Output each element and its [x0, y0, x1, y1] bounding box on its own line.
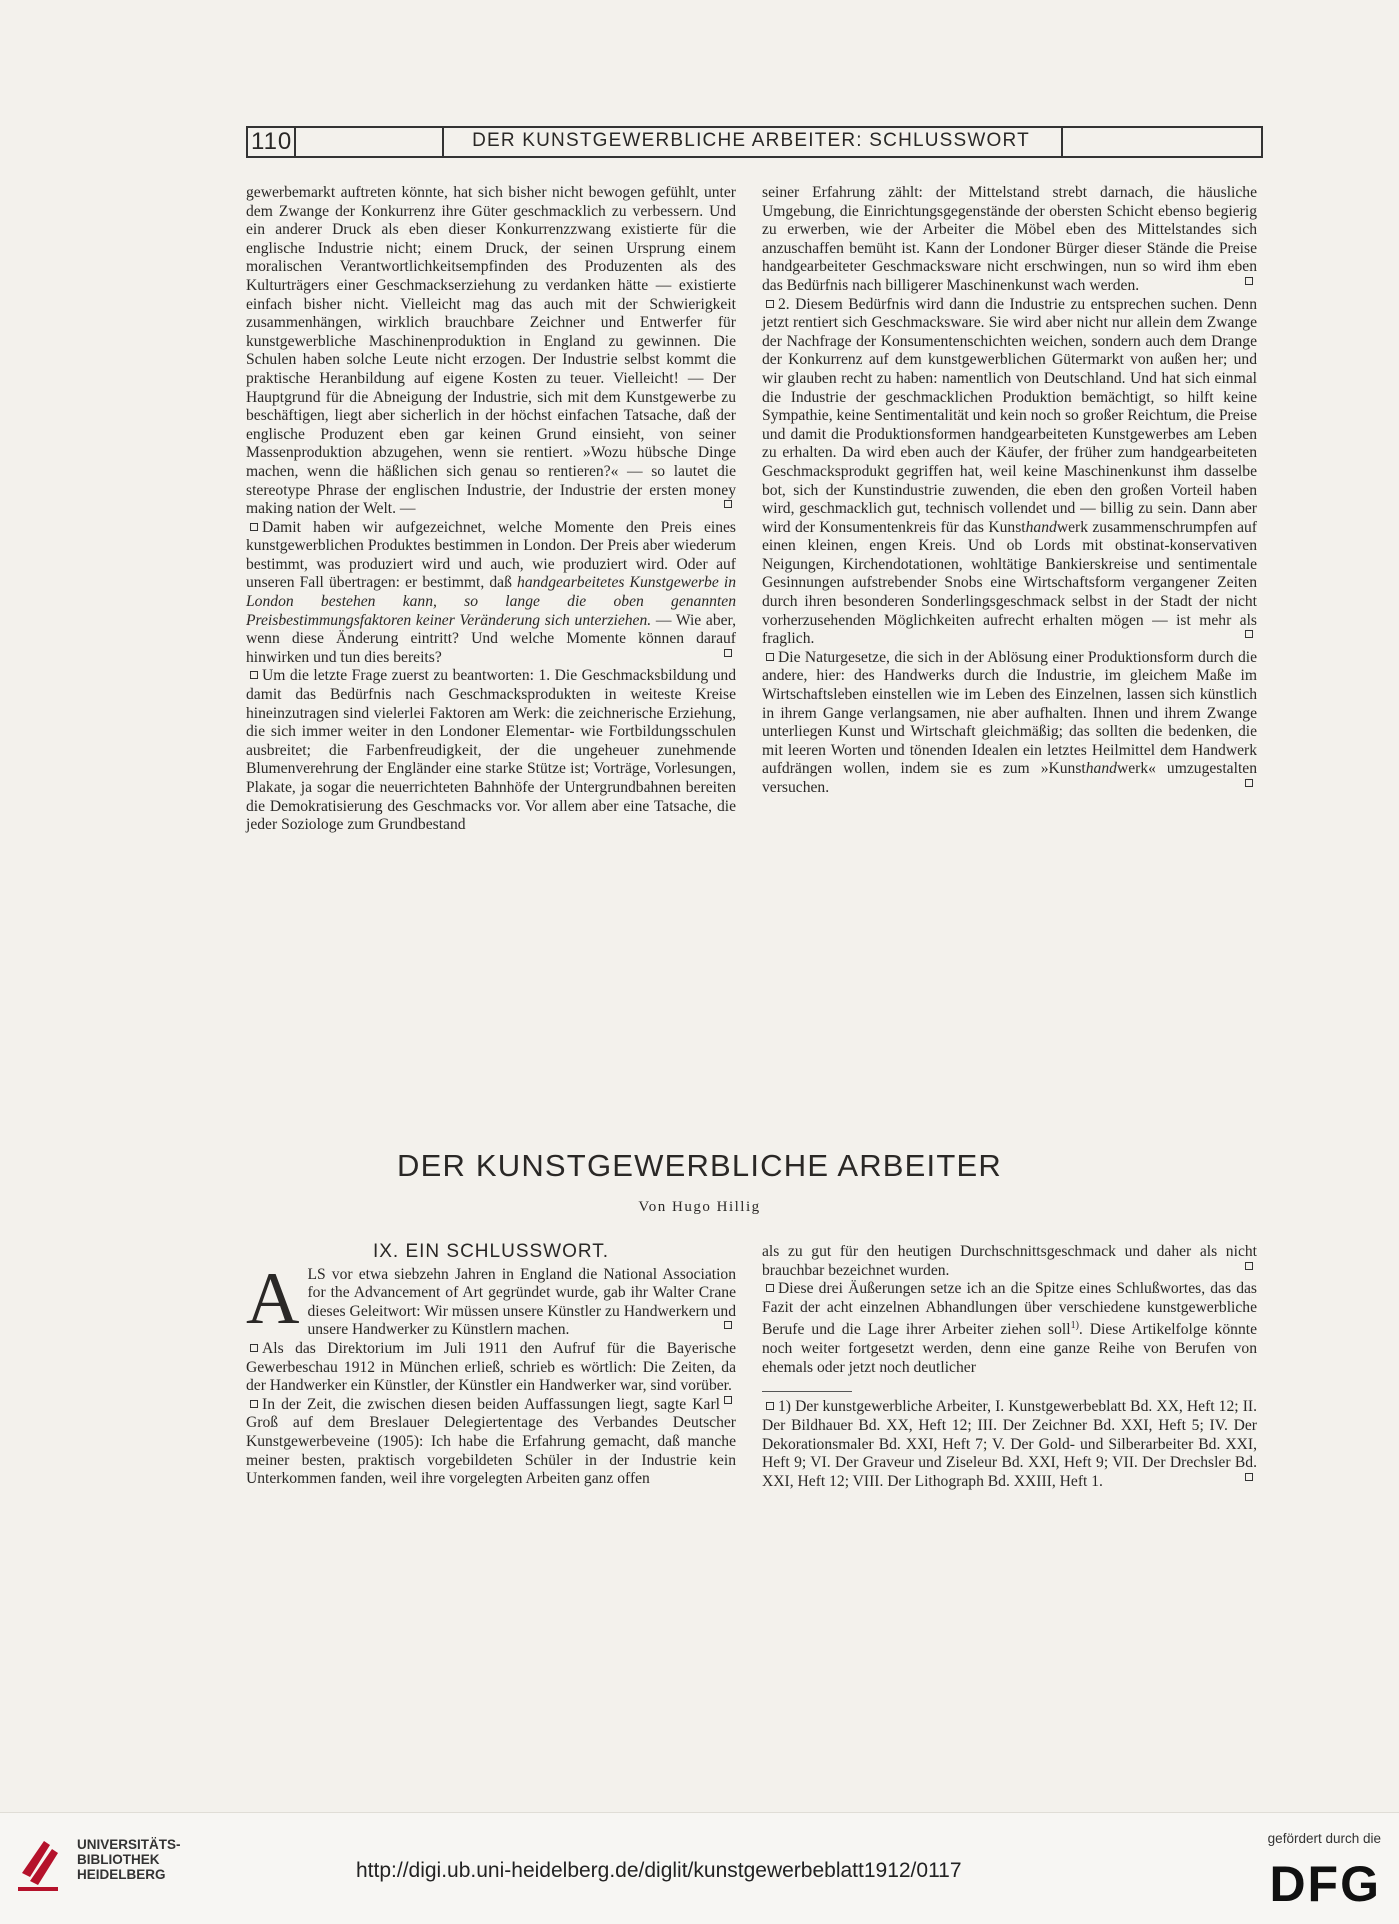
paragraph: als zu gut für den heutigen Durchschnittsgeschmack und daher als nicht brauchbar bezeichnet wurden. — [762, 1243, 1257, 1279]
header-rule-top — [246, 126, 1263, 128]
paragraph-end-mark — [724, 649, 732, 657]
paragraph-mark — [250, 1344, 258, 1352]
paragraph-end-mark — [1245, 1473, 1253, 1481]
paragraph: Damit haben wir aufgezeichnet, welche Momente den Preis eines kunstgewerblichen Produktes bestimmen in London. Der Preis aber wiederum bestimmt, was produziert wird und auch, wie produziert wird. Oder auf unseren Fall übertragen: er bestimmt, daß handgearbeitetes Kunstgewerbe in London bestehen kann, so lange die oben genannten Preisbestimmungsfaktoren keiner Veränderung sich unterziehen. — Wie aber, wenn diese Änderung eintritt? Und welche Momente können darauf hinwirken und tun dies bereits? — [246, 518, 737, 666]
running-header — [246, 126, 1263, 158]
paragraph-mark — [250, 671, 258, 679]
header-divider — [246, 126, 248, 158]
paragraph: seiner Erfahrung zählt: der Mittelstand strebt darnach, die häusliche Umgebung, die Einrichtungsgegenstände der obersten Schicht ebenso begierig zu erwerben, wie der Arbeiter die Möbel eben des Mittelstandes sich anzuschaffen bemüht ist. Kann der Londoner Bürger dieser Stände die Preise handgearbeiteter Geschmacksware nicht erschwingen, nun so wird ihm eben das Bedürfnis nach billigerer Maschinenkunst wach werden. — [762, 184, 1257, 294]
dfg-logo: DFG — [1269, 1856, 1381, 1912]
article-byline: Von Hugo Hillig — [638, 1199, 761, 1215]
header-rule-bottom — [246, 156, 1263, 158]
paragraph-end-mark — [1245, 779, 1253, 787]
paragraph-end-mark — [724, 1321, 732, 1329]
footnote-rule — [762, 1391, 852, 1392]
footnote-ref: 1) — [1070, 1320, 1079, 1332]
emphasis: handgearbeitetes Kunstgewerbe in London bestehen kann, so lange die oben genannten Preisbestimmungsfaktoren keiner Veränderung sich unterziehen. — [246, 574, 737, 629]
paragraph: ALS vor etwa siebzehn Jahren in England die National Association for the Advancement of Art gegründet wurde, gab ihr Walter Crane dieses Geleitwort: Wir müssen unsere Künstler zu Handwerkern und unsere Handwerker zu Künstlern machen. — [246, 1257, 736, 1340]
header-divider — [294, 126, 296, 158]
paragraph: Um die letzte Frage zuerst zu beantworten: 1. Die Geschmacksbildung und damit das Bedürfnis nach Geschmacksprodukten in weiteste Kreise hineinzutragen sind vielerlei Faktoren am Werk: die zeichnerische Erziehung, die sich immer weiter in den Londoner Elementar- wie Fortbildungsschulen ausbreitet; die Farbenfreudigkeit, der die ungeheuer zunehmende Blumenverehrung der Engländer eine starke Stütze ist; Vorträge, Vorlesungen, Plakate, ja sogar die neuerrichteten Bahnhöfe der Untergrundbahnen bereiten die Demokratisierung des Geschmacks vor. Vor allem aber eine Tatsache, die jeder Soziologe zum Grundbestand — [246, 667, 736, 834]
header-divider — [442, 126, 444, 158]
paragraph-mark — [766, 1284, 774, 1292]
article-title: DER KUNSTGEWERBLICHE ARBEITER — [397, 1148, 1002, 1183]
paragraph: 2. Diesem Bedürfnis wird dann die Industrie zu entsprechen suchen. Denn jetzt rentiert sich Geschmacksware. Sie wird aber nicht nur allein dem Zwange der Nachfrage der Konsumentenschichten weichen, sondern auch dem Drange der Konkurrenz auf dem kunstgewerblichen Gütermarkt von außen her; und wir glauben recht zu haben: namentlich von Deutschland. Und hat sich einmal die Industrie der geschmacklichen Produktion bemächtigt, so hilft keine Sympathie, keine Sentimentalität und kein noch so großer Reichtum, die Preise und damit die Produktionsformen handgearbeiteten Kunstgewerbes am Leben zu erhalten. Da wird eben auch der Käufer, der früher zum handgearbeiteten Geschmacksprodukt gegriffen hat, weil keine Maschinenkunst ihm dasselbe bot, sich der Kunstindustrie zuwenden, die eben den großen Vorteil haben wird, geschmacklich gut, technisch vollendet und — billig zu sein. Dann aber wird der Konsumentenkreis für das Kunsthandwerk zusammenschrumpfen auf einen kleinen, engen Kreis. Und ob Lords mit obstinat-konservativen Neigungen, Kirchendotationen, wohltätige Bankierskreise und sentimentale Gesinnungen aufstrebender Snobs eine Wirtschaftsform vergangener Zeiten durch ihren besonderen Sonderlingsgeschmack selbst in der Stadt der nicht vorherzusehenden Möglichkeiten aufrecht erhalten mögen — ist mehr als fraglich. — [762, 295, 1257, 648]
column-top-left — [246, 184, 736, 835]
column-top-right — [762, 184, 1257, 798]
footnote: 1) Der kunstgewerbliche Arbeiter, I. Kunstgewerbeblatt Bd. XX, Heft 12; II. Der Bildhauer Bd. XX, Heft 12; III. Der Zeichner Bd. XXI, Heft 5; IV. Der Dekorationsmaler Bd. XXI, Heft 7; V. Der Gold- und Silberarbeiter Bd. XXI, Heft 9; VI. Der Graveur und Ziseleur Bd. XXI, Heft 9; VII. Der Drechsler Bd. XXI, Heft 12; VIII. Der Lithograph Bd. XXIII, Heft 1. — [762, 1398, 1257, 1490]
header-divider — [1261, 126, 1263, 158]
paragraph-mark — [250, 1400, 258, 1408]
header-divider — [1061, 126, 1063, 158]
paragraph: Die Naturgesetze, die sich in der Ablösung einer Produktionsform durch die andere, hier: des Handwerks durch die Industrie, im gleichem Maße im Wirtschaftsleben einstellen wie im Leben des Einzelnen, lassen sich künstlich in ihrem Gange verlangsamen, nie aber aufhalten. Ihnen und ihrem Zwange unterliegen Kunst und Wirtschaft gleichmäßig; das sollten die bedenken, die mit leeren Worten und tönenden Idealen ein letztes Heilmittel dem Handwerk aufdrängen wollen, indem sie es zum »Kunsthandwerk« umzugestalten versuchen. — [762, 648, 1257, 796]
paragraph: In der Zeit, die zwischen diesen beiden Auffassungen liegt, sagte Karl Groß auf dem Breslauer Delegiertentage des Verbandes Deutscher Kunstgewerbeveine (1905): Ich habe die Erfahrung gemacht, daß manche meiner besten, praktisch vorgebildeten Schüler in der Industrie kein Unterkommen fanden, weil ihre vorgelegten Arbeiten ganz offen — [246, 1395, 736, 1488]
paragraph-end-mark — [1245, 1262, 1253, 1270]
column-bottom-right — [762, 1243, 1257, 1491]
running-title: DER KUNSTGEWERBLICHE ARBEITER: SCHLUSSWORT — [472, 130, 1030, 151]
paragraph-end-mark — [1245, 630, 1253, 638]
section-heading: IX. EIN SCHLUSSWORT. — [372, 1241, 610, 1262]
paragraph: gewerbemarkt auftreten könnte, hat sich bisher nicht bewogen gefühlt, unter dem Zwange der Konkurrenz ihre Güter geschmacklich zu verbessern. Und ein anderer Druck als eben dieser Konkurrenzzwang existierte für die englische Industrie nicht; einem Druck, der seinen Ursprung einem moralischen Verantwortlichkeitsempfinden des Produzenten als des Kulturträgers einer Geschmackserziehung zu verdanken hätte — existierte einfach bisher nicht. Vielleicht mag das auch mit der Schwierigkeit zusammenhängen, wirklich brauchbare Zeichner und Entwerfer für kunstgewerbliche Maschinenproduktion in England zu gewinnen. Die Schulen haben solche Leute nicht erzogen. Der Industrie selbst kommt die praktische Heranbildung auf eigene Kosten zu teuer. Vielleicht! — Der Hauptgrund für die Abneigung der Industrie, sich mit dem Kunstgewerbe zu beschäftigen, liegt aber sicherlich in der höchst einfachen Tatsache, daß der englische Produzent eben gar keinen Grund einsieht, von seiner Massenproduktion abzugehen, wenn sie rentiert. »Wozu hübsche Dinge machen, wenn die häßlichen sich genau so rentieren?« — so lautet die stereotype Phrase der englischen Industrie, der Industrie der ersten money making nation der Welt. — — [246, 184, 736, 518]
paragraph-end-mark — [724, 500, 732, 508]
paragraph-mark — [766, 653, 774, 661]
paragraph-mark — [766, 1402, 774, 1410]
drop-cap: A — [246, 1257, 300, 1340]
digitization-footer — [0, 1812, 1399, 1924]
source-url-link[interactable]: http://digi.ub.uni-heidelberg.de/diglit/kunstgewerbeblatt1912/0117 — [356, 1859, 962, 1882]
paragraph: Diese drei Äußerungen setze ich an die Spitze eines Schlußwortes, das das Fazit der acht einzelnen Abhandlungen über verschiedene kunstgewerbliche Berufe und die Lage ihrer Arbeiter ziehen soll$^{1)}$. Diese Artikelfolge könnte noch weiter fortgesetzt werden, denn eine ganze Reihe von Berufen von ehemals oder jetzt noch deutlicher — [762, 1280, 1258, 1376]
paragraph-end-mark — [724, 1396, 732, 1404]
paragraph-end-mark — [1245, 277, 1253, 285]
university-library-logo-icon — [14, 1833, 64, 1893]
page-number: 110 — [251, 128, 293, 155]
library-name: UNIVERSITÄTS- BIBLIOTHEK HEIDELBERG — [77, 1837, 181, 1882]
column-bottom-left — [246, 1243, 736, 1489]
paragraph-mark — [766, 300, 774, 308]
paragraph-mark — [250, 523, 258, 531]
funding-note: gefördert durch die — [1267, 1831, 1381, 1846]
paragraph: Als das Direktorium im Juli 1911 den Aufruf für die Bayerische Gewerbeschau 1912 in München erließ, schrieb es wörtlich: Die Zeiten, da der Handwerker ein Künstler, der Künstler ein Handwerker war, sind vorüber. — [246, 1340, 736, 1396]
